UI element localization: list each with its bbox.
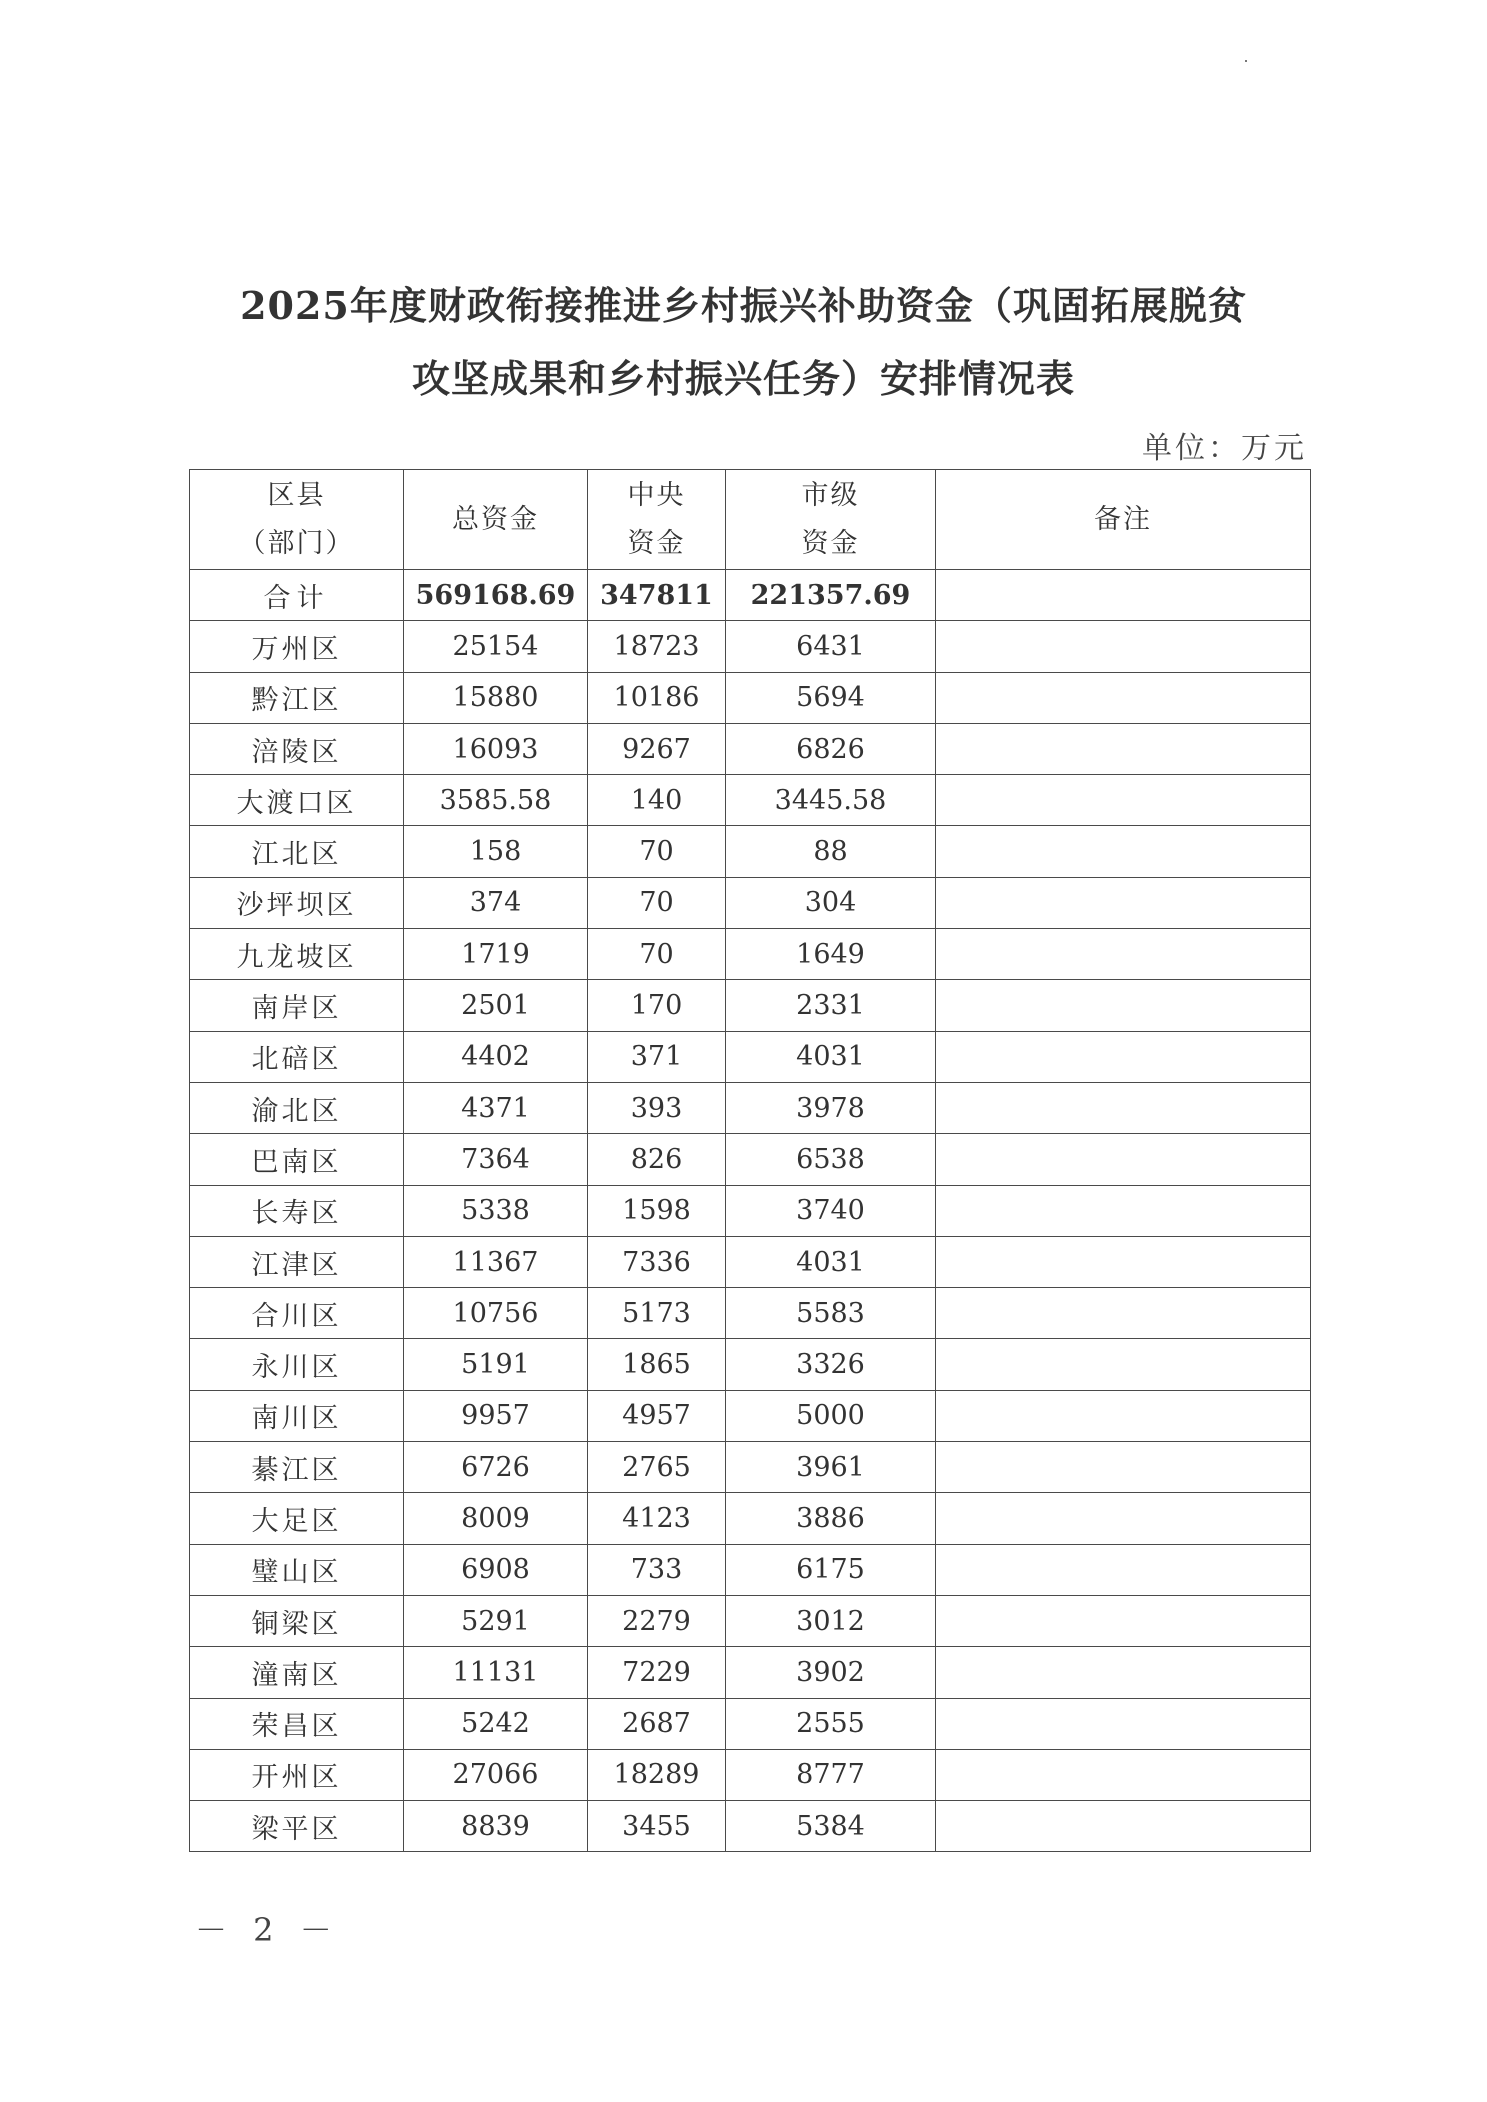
total-funds-cell: 15880 — [404, 672, 588, 723]
central-funds-cell: 70 — [588, 929, 726, 980]
total-city-cell: 221357.69 — [726, 570, 936, 621]
table-row — [190, 826, 1311, 877]
table-row — [190, 1544, 1311, 1595]
header-total-label: 总资金 — [452, 503, 539, 535]
district-name-cell: 江北区 — [190, 826, 404, 877]
city-funds-cell: 88 — [726, 826, 936, 877]
header-district-line1: 区县 — [267, 479, 326, 511]
central-funds-cell: 2279 — [588, 1595, 726, 1646]
note-cell — [936, 826, 1311, 877]
total-funds-cell: 7364 — [404, 1134, 588, 1185]
total-funds-cell: 5291 — [404, 1595, 588, 1646]
total-funds-cell: 11131 — [404, 1647, 588, 1698]
central-funds-cell: 10186 — [588, 672, 726, 723]
header-district-line2: （部门） — [238, 527, 355, 559]
district-name-cell: 南川区 — [190, 1390, 404, 1441]
table-row — [190, 877, 1311, 928]
district-name-cell: 开州区 — [190, 1749, 404, 1800]
total-funds-cell: 16093 — [404, 723, 588, 774]
central-funds-cell: 140 — [588, 775, 726, 826]
district-name-cell: 綦江区 — [190, 1442, 404, 1493]
district-name-cell: 合川区 — [190, 1288, 404, 1339]
note-cell — [936, 1236, 1311, 1287]
table-header — [190, 470, 1311, 570]
district-name-cell: 黔江区 — [190, 672, 404, 723]
total-funds-cell: 5338 — [404, 1185, 588, 1236]
total-total-cell: 569168.69 — [404, 570, 588, 621]
total-note-cell — [936, 570, 1311, 621]
district-name-cell: 梁平区 — [190, 1801, 404, 1852]
note-cell — [936, 723, 1311, 774]
note-cell — [936, 1595, 1311, 1646]
note-cell — [936, 1082, 1311, 1133]
city-funds-cell: 1649 — [726, 929, 936, 980]
total-funds-cell: 6726 — [404, 1442, 588, 1493]
central-funds-cell: 18723 — [588, 621, 726, 672]
total-central-cell: 347811 — [588, 570, 726, 621]
central-funds-cell: 2687 — [588, 1698, 726, 1749]
header-city-line1: 市级 — [801, 479, 860, 511]
district-name-cell: 永川区 — [190, 1339, 404, 1390]
city-funds-cell: 3445.58 — [726, 775, 936, 826]
note-cell — [936, 929, 1311, 980]
note-cell — [936, 1339, 1311, 1390]
total-funds-cell: 158 — [404, 826, 588, 877]
district-name-cell: 万州区 — [190, 621, 404, 672]
city-funds-cell: 3012 — [726, 1595, 936, 1646]
city-funds-cell: 2331 — [726, 980, 936, 1031]
note-cell — [936, 1031, 1311, 1082]
central-funds-cell: 1598 — [588, 1185, 726, 1236]
district-name-cell: 沙坪坝区 — [190, 877, 404, 928]
city-funds-cell: 5694 — [726, 672, 936, 723]
table-row — [190, 1595, 1311, 1646]
note-cell — [936, 1134, 1311, 1185]
note-cell — [936, 1544, 1311, 1595]
central-funds-cell: 3455 — [588, 1801, 726, 1852]
central-funds-cell: 826 — [588, 1134, 726, 1185]
city-funds-cell: 3886 — [726, 1493, 936, 1544]
city-funds-cell: 5583 — [726, 1288, 936, 1339]
note-cell — [936, 621, 1311, 672]
header-central-line1: 中央 — [627, 479, 686, 511]
city-funds-cell: 3902 — [726, 1647, 936, 1698]
note-cell — [936, 877, 1311, 928]
note-cell — [936, 1185, 1311, 1236]
total-funds-cell: 1719 — [404, 929, 588, 980]
district-name-cell: 大渡口区 — [190, 775, 404, 826]
table-row — [190, 1801, 1311, 1852]
central-funds-cell: 70 — [588, 826, 726, 877]
total-funds-cell: 5242 — [404, 1698, 588, 1749]
district-name-cell: 璧山区 — [190, 1544, 404, 1595]
city-funds-cell: 6538 — [726, 1134, 936, 1185]
header-total — [404, 470, 588, 570]
note-cell — [936, 1493, 1311, 1544]
table-row — [190, 1082, 1311, 1133]
table-row — [190, 775, 1311, 826]
central-funds-cell: 7229 — [588, 1647, 726, 1698]
central-funds-cell: 371 — [588, 1031, 726, 1082]
district-name-cell: 九龙坡区 — [190, 929, 404, 980]
table-row — [190, 980, 1311, 1031]
total-funds-cell: 10756 — [404, 1288, 588, 1339]
table-row — [190, 1339, 1311, 1390]
total-name-cell: 合计 — [190, 570, 404, 621]
note-cell — [936, 1749, 1311, 1800]
table-row — [190, 1288, 1311, 1339]
district-name-cell: 北碚区 — [190, 1031, 404, 1082]
central-funds-cell: 733 — [588, 1544, 726, 1595]
district-name-cell: 潼南区 — [190, 1647, 404, 1698]
total-funds-cell: 5191 — [404, 1339, 588, 1390]
scan-speck — [1245, 60, 1247, 62]
total-funds-cell: 4371 — [404, 1082, 588, 1133]
header-central-line2: 资金 — [627, 527, 686, 559]
district-name-cell: 巴南区 — [190, 1134, 404, 1185]
table-body — [190, 570, 1311, 1852]
total-funds-cell: 9957 — [404, 1390, 588, 1441]
city-funds-cell: 4031 — [726, 1031, 936, 1082]
total-funds-cell: 4402 — [404, 1031, 588, 1082]
table-row — [190, 1031, 1311, 1082]
table-row — [190, 1698, 1311, 1749]
central-funds-cell: 70 — [588, 877, 726, 928]
table-row — [190, 1647, 1311, 1698]
table-row — [190, 672, 1311, 723]
note-cell — [936, 672, 1311, 723]
total-row — [190, 570, 1311, 621]
total-funds-cell: 11367 — [404, 1236, 588, 1287]
district-name-cell: 铜梁区 — [190, 1595, 404, 1646]
city-funds-cell: 8777 — [726, 1749, 936, 1800]
city-funds-cell: 6431 — [726, 621, 936, 672]
table-row — [190, 1236, 1311, 1287]
page-title-line2: 攻坚成果和乡村振兴任务）安排情况表 — [411, 356, 1075, 401]
district-name-cell: 长寿区 — [190, 1185, 404, 1236]
central-funds-cell: 9267 — [588, 723, 726, 774]
city-funds-cell: 2555 — [726, 1698, 936, 1749]
city-funds-cell: 3326 — [726, 1339, 936, 1390]
note-cell — [936, 775, 1311, 826]
table-row — [190, 1134, 1311, 1185]
table-row — [190, 621, 1311, 672]
unit-label: 单位：万元 — [1142, 431, 1307, 466]
page-number: － 2 － — [195, 1911, 340, 1949]
fund-allocation-table — [189, 469, 1311, 1852]
central-funds-cell: 7336 — [588, 1236, 726, 1287]
page-title-line1: 2025年度财政衔接推进乡村振兴补助资金（巩固拓展脱贫 — [240, 283, 1247, 328]
table-row — [190, 1749, 1311, 1800]
header-central — [588, 470, 726, 570]
district-name-cell: 渝北区 — [190, 1082, 404, 1133]
city-funds-cell: 3978 — [726, 1082, 936, 1133]
note-cell — [936, 980, 1311, 1031]
city-funds-cell: 304 — [726, 877, 936, 928]
table-row — [190, 1185, 1311, 1236]
table-row — [190, 929, 1311, 980]
city-funds-cell: 6175 — [726, 1544, 936, 1595]
total-funds-cell: 8839 — [404, 1801, 588, 1852]
header-note-label: 备注 — [1094, 503, 1152, 535]
header-city-line2: 资金 — [801, 527, 860, 559]
note-cell — [936, 1647, 1311, 1698]
district-name-cell: 荣昌区 — [190, 1698, 404, 1749]
total-funds-cell: 25154 — [404, 621, 588, 672]
header-district — [190, 470, 404, 570]
city-funds-cell: 5000 — [726, 1390, 936, 1441]
district-name-cell: 南岸区 — [190, 980, 404, 1031]
table-row — [190, 723, 1311, 774]
central-funds-cell: 393 — [588, 1082, 726, 1133]
note-cell — [936, 1390, 1311, 1441]
total-funds-cell: 27066 — [404, 1749, 588, 1800]
central-funds-cell: 2765 — [588, 1442, 726, 1493]
total-funds-cell: 3585.58 — [404, 775, 588, 826]
table-row — [190, 1390, 1311, 1441]
central-funds-cell: 18289 — [588, 1749, 726, 1800]
city-funds-cell: 3740 — [726, 1185, 936, 1236]
total-funds-cell: 374 — [404, 877, 588, 928]
note-cell — [936, 1698, 1311, 1749]
district-name-cell: 江津区 — [190, 1236, 404, 1287]
city-funds-cell: 6826 — [726, 723, 936, 774]
note-cell — [936, 1288, 1311, 1339]
city-funds-cell: 3961 — [726, 1442, 936, 1493]
central-funds-cell: 1865 — [588, 1339, 726, 1390]
city-funds-cell: 4031 — [726, 1236, 936, 1287]
total-funds-cell: 2501 — [404, 980, 588, 1031]
central-funds-cell: 4957 — [588, 1390, 726, 1441]
total-funds-cell: 6908 — [404, 1544, 588, 1595]
city-funds-cell: 5384 — [726, 1801, 936, 1852]
header-row — [190, 470, 1311, 570]
central-funds-cell: 170 — [588, 980, 726, 1031]
header-note — [936, 470, 1311, 570]
table-row — [190, 1442, 1311, 1493]
note-cell — [936, 1442, 1311, 1493]
note-cell — [936, 1801, 1311, 1852]
table-row — [190, 1493, 1311, 1544]
total-funds-cell: 8009 — [404, 1493, 588, 1544]
district-name-cell: 大足区 — [190, 1493, 404, 1544]
central-funds-cell: 5173 — [588, 1288, 726, 1339]
district-name-cell: 涪陵区 — [190, 723, 404, 774]
central-funds-cell: 4123 — [588, 1493, 726, 1544]
header-city — [726, 470, 936, 570]
